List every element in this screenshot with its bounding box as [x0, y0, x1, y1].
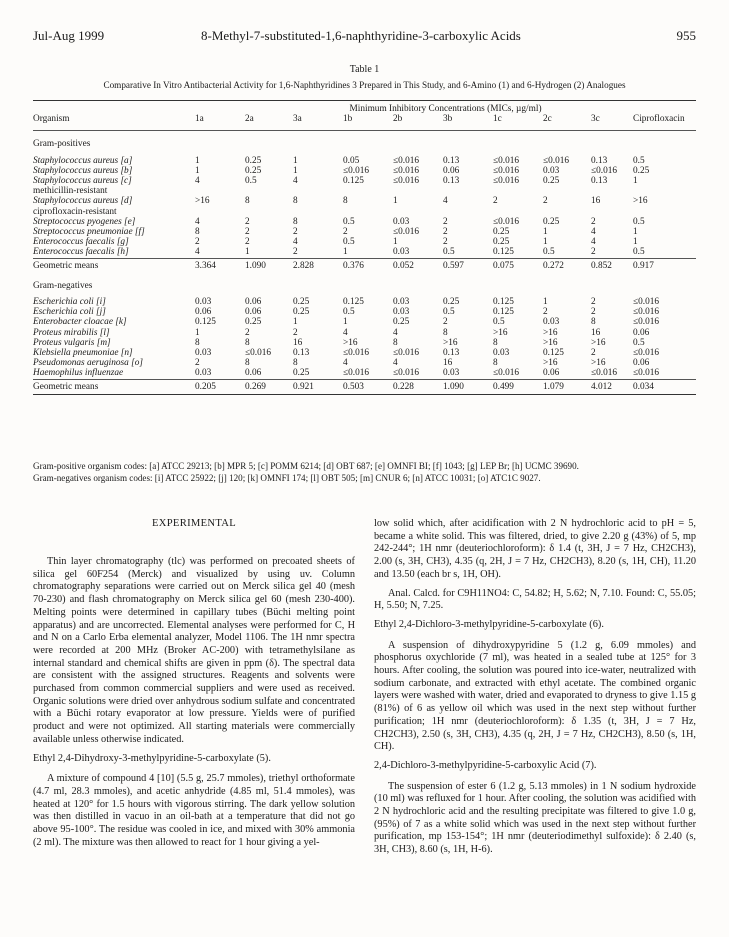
mic-value: ≤0.016 — [245, 348, 272, 359]
geometric-mean-value: 4.012 — [591, 379, 633, 394]
mic-value: 16 — [293, 337, 303, 348]
mic-value: 1 — [195, 327, 200, 338]
page-number: 955 — [676, 28, 696, 43]
mic-value: 8 — [245, 358, 250, 369]
table-row — [33, 368, 696, 379]
table-row — [33, 338, 696, 348]
organism-name: Escherichia coli [j] — [33, 307, 106, 318]
organism-strain-note: ciprofloxacin-resistant — [33, 206, 117, 217]
geometric-mean-value: 0.034 — [633, 379, 696, 394]
geometric-mean-value: 0.272 — [543, 258, 591, 273]
mic-value: 8 — [493, 358, 498, 369]
mic-value: 1 — [245, 247, 250, 258]
organism-cell — [33, 307, 195, 317]
mic-value: 0.5 — [633, 216, 645, 227]
footnote-gram-positive: Gram-positive organism codes: [a] ATCC 29213; [b] MPR 5; [c] POMM 6214; [d] OBT 687; [e] OMNFI BI; [f] 1043; [g] LEP Br; [h] UCMC 39690. — [33, 461, 579, 471]
mic-value: 2 — [543, 196, 548, 207]
mic-value: 2 — [443, 216, 448, 227]
mic-value: 0.06 — [443, 165, 460, 176]
mic-value: ≤0.016 — [393, 176, 420, 187]
mic-value: ≤0.016 — [633, 297, 660, 308]
mic-value: 1 — [293, 155, 298, 166]
mic-value: 8 — [443, 327, 448, 338]
geometric-mean-value: 2.828 — [293, 258, 343, 273]
organism-name: Staphylococcus aureus [b] — [33, 165, 133, 176]
mic-value: 1 — [393, 196, 398, 207]
table-row — [33, 217, 696, 227]
organism-cell — [33, 328, 195, 338]
organism-cell — [33, 156, 195, 166]
mic-value: 2 — [293, 227, 298, 238]
mic-value: 4 — [393, 327, 398, 338]
mic-value: 0.06 — [195, 307, 212, 318]
organism-cell — [33, 166, 195, 176]
footnote-gram-negative: Gram-negatives organism codes: [i] ATCC 25922; [j] 120; [k] OMNFI 174; [l] OBT 505; [m] CNUR 6; [n] ATCC 10031; [o] ATC1C 9027. — [33, 472, 541, 483]
mic-value: 0.25 — [245, 317, 262, 328]
mic-value: 4 — [195, 247, 200, 258]
mic-value: 0.25 — [293, 368, 310, 379]
geometric-means-row — [33, 258, 696, 273]
mic-value: 8 — [293, 196, 298, 207]
mic-value: 0.06 — [633, 358, 650, 369]
mic-value: 0.03 — [393, 297, 410, 308]
geometric-means-label: Geometric means — [33, 258, 195, 273]
paragraph-compound-5-continued: low solid which, after acidification with 2 N hydrochloric acid to pH = 5, became a white solid. This was filtered, dried, to give 2.20 g (43%) of 5, mp 242-244°; 1H nmr (deuteriochloroform): δ 1.4 (t, 3H, J = 7 Hz, CH2CH3), 2.00 (s, 3H, CH3), 4.35 (q, 2H, J = 7 Hz, CH2CH3), 8.20 (s, 1H, CH), 11.20 and 13.50 (each br s, 1H, OH). — [374, 518, 696, 580]
mic-value: ≤0.016 — [633, 317, 660, 328]
organism-cell — [33, 227, 195, 237]
table-column-header-row — [33, 114, 696, 131]
mic-value: 0.5 — [543, 247, 555, 258]
span-header-mic: Minimum Inhibitory Concentrations (MICs, µg/ml) — [349, 104, 542, 114]
mic-value: ≤0.016 — [343, 348, 370, 359]
mic-value: 2 — [493, 196, 498, 207]
mic-value: 1 — [633, 176, 638, 187]
mic-value: 0.13 — [591, 176, 608, 187]
geometric-mean-value: 1.079 — [543, 379, 591, 394]
right-column — [374, 518, 696, 863]
running-head — [33, 28, 696, 46]
geometric-mean-value: 0.228 — [393, 379, 443, 394]
mic-value: 0.06 — [543, 368, 560, 379]
organism-cell — [33, 247, 195, 258]
mic-value: ≤0.016 — [493, 155, 520, 166]
table-row — [33, 176, 696, 196]
mic-value: 8 — [293, 216, 298, 227]
mic-table — [33, 101, 696, 394]
group-title: Gram-positives — [33, 131, 696, 156]
geometric-means-label: Geometric means — [33, 379, 195, 394]
mic-value: 2 — [543, 307, 548, 318]
mic-value: 0.5 — [343, 216, 355, 227]
organism-cell — [33, 217, 195, 227]
mic-value: 0.03 — [393, 307, 410, 318]
column-header: 2a — [245, 114, 254, 125]
mic-value: 8 — [293, 358, 298, 369]
left-column — [33, 518, 355, 855]
mic-value: 0.25 — [293, 297, 310, 308]
organism-cell — [33, 237, 195, 247]
mic-value: 0.5 — [343, 307, 355, 318]
organism-cell — [33, 176, 195, 196]
mic-value: 0.125 — [343, 176, 364, 187]
table-span-header-row — [33, 101, 696, 114]
mic-value: ≤0.016 — [493, 165, 520, 176]
organism-name: Streptococcus pneumoniae [f] — [33, 227, 145, 238]
mic-value: 0.03 — [493, 348, 510, 359]
mic-value: 0.25 — [245, 155, 262, 166]
mic-value: 4 — [343, 327, 348, 338]
mic-value: 0.06 — [245, 307, 262, 318]
mic-value: 0.5 — [443, 247, 455, 258]
organism-cell — [33, 297, 195, 307]
mic-value: 2 — [591, 216, 596, 227]
mic-value: 2 — [293, 247, 298, 258]
table-footnotes — [33, 461, 696, 484]
group-title: Gram-negatives — [33, 280, 93, 291]
table-1 — [33, 64, 696, 395]
mic-value: ≤0.016 — [633, 368, 660, 379]
mic-value: 4 — [443, 196, 448, 207]
geometric-mean-value: 0.499 — [493, 379, 543, 394]
mic-value: 0.125 — [343, 297, 364, 308]
mic-value: ≤0.016 — [493, 176, 520, 187]
mic-value: 0.25 — [393, 317, 410, 328]
table-bottom-rule — [33, 394, 696, 395]
mic-value: 2 — [591, 297, 596, 308]
mic-value: >16 — [633, 196, 648, 207]
mic-value: ≤0.016 — [393, 165, 420, 176]
mic-value: 1 — [293, 165, 298, 176]
mic-value: 8 — [493, 337, 498, 348]
mic-value: 1 — [633, 237, 638, 248]
mic-value: 2 — [343, 227, 348, 238]
mic-value: ≤0.016 — [393, 368, 420, 379]
span-header-blank — [33, 101, 195, 114]
table-row — [33, 237, 696, 247]
mic-value: ≤0.016 — [633, 348, 660, 359]
column-header: 3b — [443, 114, 453, 125]
column-header: Organism — [33, 114, 70, 125]
mic-value: 0.03 — [195, 297, 212, 308]
mic-value: 1 — [343, 317, 348, 328]
mic-value: 0.13 — [443, 155, 460, 166]
mic-value: 0.125 — [493, 297, 514, 308]
elemental-analysis: Anal. Calcd. for C9H11NO4: C, 54.82; H, 5.62; N, 7.10. Found: C, 55.05; H, 5.50; N, 7.25. — [374, 587, 696, 612]
mic-value: ≤0.016 — [633, 307, 660, 318]
mic-value: 0.03 — [543, 317, 560, 328]
table-row — [33, 328, 696, 338]
mic-value: 0.25 — [443, 297, 460, 308]
mic-value: ≤0.016 — [493, 368, 520, 379]
mic-value: 2 — [245, 327, 250, 338]
mic-value: 0.25 — [493, 237, 510, 248]
mic-value: 0.125 — [543, 348, 564, 359]
mic-value: 0.13 — [591, 155, 608, 166]
mic-value: 0.03 — [195, 348, 212, 359]
mic-value: 0.5 — [633, 247, 645, 258]
compound-7-heading: 2,4-Dichloro-3-methylpyridine-5-carboxylic Acid (7). — [374, 759, 597, 771]
mic-value: 2 — [591, 307, 596, 318]
mic-value: 8 — [195, 227, 200, 238]
mic-value: 2 — [195, 358, 200, 369]
mic-value: 2 — [591, 348, 596, 359]
mic-value: 0.06 — [245, 297, 262, 308]
table-row — [33, 247, 696, 258]
organism-cell — [33, 358, 195, 368]
mic-value: 0.25 — [543, 176, 560, 187]
mic-value: 0.13 — [443, 176, 460, 187]
mic-value: 1 — [543, 297, 548, 308]
geometric-means-row — [33, 379, 696, 394]
mic-value: 0.13 — [293, 348, 310, 359]
mic-value: 0.5 — [633, 337, 645, 348]
mic-value: 0.03 — [543, 165, 560, 176]
mic-value: 0.5 — [443, 307, 455, 318]
mic-value: 4 — [195, 216, 200, 227]
mic-value: 4 — [591, 237, 596, 248]
mic-value: 2 — [443, 227, 448, 238]
table-row — [33, 166, 696, 176]
mic-value: 0.13 — [443, 348, 460, 359]
mic-value: 0.5 — [493, 317, 505, 328]
paragraph-compound-7-synthesis: The suspension of ester 6 (1.2 g, 5.13 mmoles) in 1 N sodium hydroxide (10 ml) was refluxed for 1 hour. After cooling, the solution was acidified with 2 N hydrochloric acid and the resulting precipitate was filtered to give 1.0 g, (95%) of 7 as a white solid which was used in the next step without further purification, mp 153-154°; 1H nmr (deuteriodimethyl sulfoxide): δ 2.40 (s, 3H, CH3), 8.60 (s, 1H, H-6). — [374, 780, 696, 856]
mic-value: 0.03 — [393, 247, 410, 258]
geometric-mean-value: 0.852 — [591, 258, 633, 273]
geometric-mean-value: 0.205 — [195, 379, 245, 394]
mic-value: 1 — [543, 227, 548, 238]
mic-value: 2 — [245, 237, 250, 248]
mic-value: ≤0.016 — [543, 155, 570, 166]
mic-value: 4 — [343, 358, 348, 369]
journal-date: Jul-Aug 1999 — [33, 28, 105, 43]
organism-name: Escherichia coli [i] — [33, 297, 106, 308]
organism-name: Haemophilus influenzae — [33, 368, 124, 379]
mic-value: 2 — [293, 327, 298, 338]
mic-value: >16 — [543, 358, 558, 369]
mic-value: ≤0.016 — [393, 227, 420, 238]
mic-value: 2 — [195, 237, 200, 248]
mic-value: ≤0.016 — [393, 155, 420, 166]
organism-name: Enterobacter cloacae [k] — [33, 317, 127, 328]
organism-cell — [33, 196, 195, 216]
organism-name: Streptococcus pyogenes [e] — [33, 216, 136, 227]
geometric-mean-value: 0.503 — [343, 379, 393, 394]
article-short-title: 8-Methyl-7-substituted-1,6-naphthyridine-3-carboxylic Acids — [201, 28, 521, 43]
mic-value: 0.03 — [195, 368, 212, 379]
geometric-mean-value: 0.921 — [293, 379, 343, 394]
mic-value: 0.06 — [245, 368, 262, 379]
geometric-mean-value: 0.917 — [633, 258, 696, 273]
mic-value: 0.5 — [633, 155, 645, 166]
mic-value: ≤0.016 — [591, 368, 618, 379]
organism-cell — [33, 348, 195, 358]
mic-value: 2 — [245, 227, 250, 238]
mic-value: ≤0.016 — [591, 165, 618, 176]
geometric-mean-value: 0.269 — [245, 379, 293, 394]
mic-value: 8 — [591, 317, 596, 328]
paragraph-general-methods: Thin layer chromatography (tlc) was performed on precoated sheets of silica gel 60F254 (Merck) and visualized by using uv. Column chromatography separations were carried out on Merck silica gel 40 (mesh 70-230) and flash chromatography on Merck silica gel 60 (mesh 230-400). Melting points were determined in capillary tubes (Büchi melting point apparatus) and are uncorrected. Elemental analyses were performed for C, H and N on a Carlo Erba elemental analyzer, Model 1106. The 1H nmr spectra were recorded at 200 MHz (Broker AC-200) with tetramethylsilane as internal standard and chemical shifts are given in ppm (δ). The spectral data are consistent with the assigned structures. Reagents and solvents were purchased from common commercial suppliers and were used as received. Organic solutions were dried over anhydrous sodium sulfate and concentrated with a Büchi rotary evaporator at low pressure. Yields were of purified product and were not optimized. All starting materials were commercially available unless otherwise indicated. — [33, 556, 355, 745]
mic-value: 0.05 — [343, 155, 360, 166]
mic-value: 0.125 — [195, 317, 216, 328]
mic-value: 0.25 — [293, 307, 310, 318]
mic-value: 0.125 — [493, 307, 514, 318]
mic-value: 1 — [195, 155, 200, 166]
mic-value: >16 — [195, 196, 210, 207]
mic-value: 2 — [443, 237, 448, 248]
paragraph-compound-6-synthesis: A suspension of dihydroxypyridine 5 (1.2 g, 6.09 mmoles) and phosphorus oxychloride (7 ml), was heated in a sealed tube at 125° for 3 hours. After cooling, the solution was poured into ice-water, neutralized with sodium carbonate, and extracted with ethyl acetate. The combined organic layers were washed with water, dried and evaporated to dryness to give 1.15 g (81%) of 6 as yellow oil which was used in the next step without further purification; 1H nmr (deuteriochloroform): δ 1.35 (t, 3H, J = 7 Hz, CH2CH3), 2.50 (s, 3H, CH3), 4.35 (q, 2H, J = 7 Hz, CH2CH3), 8.50 (s, 1H, CH). — [374, 639, 696, 753]
table-row — [33, 317, 696, 327]
organism-cell — [33, 368, 195, 379]
column-header: 3c — [591, 114, 600, 125]
column-header: 1a — [195, 114, 204, 125]
organism-name: Enterococcus faecalis [g] — [33, 237, 129, 248]
organism-name: Pseudomonas aeruginosa [o] — [33, 358, 144, 369]
geometric-mean-value: 0.597 — [443, 258, 493, 273]
table-row — [33, 348, 696, 358]
mic-value: 4 — [293, 237, 298, 248]
mic-value: 8 — [343, 196, 348, 207]
mic-value: 8 — [245, 196, 250, 207]
mic-value: >16 — [343, 337, 358, 348]
mic-value: 0.06 — [633, 327, 650, 338]
mic-value: 2 — [591, 247, 596, 258]
organism-name: Enterococcus faecalis [h] — [33, 247, 129, 258]
group-title-row — [33, 273, 696, 297]
geometric-mean-value: 1.090 — [245, 258, 293, 273]
group-title-row — [33, 131, 696, 156]
mic-value: 1 — [343, 247, 348, 258]
table-row — [33, 358, 696, 368]
table-row — [33, 156, 696, 166]
mic-value: 0.25 — [633, 165, 650, 176]
table-row — [33, 227, 696, 237]
mic-value: 4 — [195, 176, 200, 187]
mic-value: 0.03 — [393, 216, 410, 227]
mic-value: 0.5 — [343, 237, 355, 248]
mic-value: 0.25 — [543, 216, 560, 227]
geometric-mean-value: 0.052 — [393, 258, 443, 273]
mic-value: 2 — [245, 216, 250, 227]
mic-value: 8 — [195, 337, 200, 348]
geometric-mean-value: 3.364 — [195, 258, 245, 273]
mic-value: 4 — [293, 176, 298, 187]
geometric-mean-value: 0.075 — [493, 258, 543, 273]
mic-value: ≤0.016 — [343, 368, 370, 379]
mic-value: 16 — [443, 358, 453, 369]
mic-value: 0.25 — [245, 165, 262, 176]
compound-6-heading: Ethyl 2,4-Dichloro-3-methylpyridine-5-carboxylate (6). — [374, 618, 604, 630]
column-header: 3a — [293, 114, 302, 125]
compound-5-heading: Ethyl 2,4-Dihydroxy-3-methylpyridine-5-carboxylate (5). — [33, 752, 271, 764]
mic-value: 1 — [293, 317, 298, 328]
geometric-mean-value: 0.376 — [343, 258, 393, 273]
column-header: 1b — [343, 114, 353, 125]
mic-value: 8 — [245, 337, 250, 348]
table-label: Table 1 — [349, 64, 380, 75]
mic-value: >16 — [591, 337, 606, 348]
mic-value: 8 — [393, 337, 398, 348]
mic-value: >16 — [493, 327, 508, 338]
mic-value: 2 — [443, 317, 448, 328]
paragraph-compound-5-synthesis: A mixture of compound 4 [10] (5.5 g, 25.7 mmoles), triethyl orthoformate (4.7 ml, 28.3 mmoles), and acetic anhydride (4.85 ml, 51.4 mmoles), was heated at 120° for 1.5 hours with vigorous stirring. The dark yellow solution was then distilled in vacuo in an oil-bath at a temperature that did not go above 95-100°. The residue was cooled in ice, and mixed with 30% ammonia (2 ml). The mixture was then allowed to react for 1 hour giving a yel- — [33, 773, 355, 848]
mic-value: 4 — [591, 227, 596, 238]
mic-value: ≤0.016 — [393, 348, 420, 359]
mic-value: 0.03 — [443, 368, 460, 379]
table-row — [33, 297, 696, 307]
mic-value: 0.25 — [493, 227, 510, 238]
mic-value: ≤0.016 — [343, 165, 370, 176]
column-header: 2b — [393, 114, 403, 125]
mic-value: >16 — [543, 327, 558, 338]
mic-value: 16 — [591, 327, 601, 338]
column-header: 2c — [543, 114, 552, 125]
section-title-experimental: EXPERIMENTAL — [152, 518, 236, 529]
organism-cell — [33, 317, 195, 327]
organism-name: Staphylococcus aureus [a] — [33, 155, 133, 166]
organism-name: Proteus mirabilis [l] — [33, 327, 110, 338]
column-header: 1c — [493, 114, 502, 125]
organism-cell — [33, 338, 195, 348]
column-header: Ciprofloxacin — [633, 114, 685, 125]
organism-name: Staphylococcus aureus [c] — [33, 176, 132, 187]
mic-value: 1 — [393, 237, 398, 248]
mic-value: 1 — [543, 237, 548, 248]
mic-value: >16 — [443, 337, 458, 348]
organism-strain-note: methicillin-resistant — [33, 186, 108, 197]
mic-value: 0.125 — [493, 247, 514, 258]
table-caption: Comparative In Vitro Antibacterial Activity for 1,6-Naphthyridines 3 Prepared in This Study, and 6-Amino (1) and 6-Hydrogen (2) Analogues — [103, 80, 626, 90]
organism-name: Staphylococcus aureus [d] — [33, 196, 133, 207]
organism-name: Klebsiella pneumoniae [n] — [33, 348, 133, 359]
mic-value: >16 — [543, 337, 558, 348]
mic-value: ≤0.016 — [493, 216, 520, 227]
mic-value: 16 — [591, 196, 601, 207]
table-row — [33, 307, 696, 317]
geometric-mean-value: 1.090 — [443, 379, 493, 394]
organism-name: Proteus vulgaris [m] — [33, 337, 111, 348]
mic-value: 0.5 — [245, 176, 257, 187]
table-row — [33, 196, 696, 216]
mic-value: 4 — [393, 358, 398, 369]
mic-value: 1 — [195, 165, 200, 176]
mic-value: >16 — [591, 358, 606, 369]
mic-value: 1 — [633, 227, 638, 238]
